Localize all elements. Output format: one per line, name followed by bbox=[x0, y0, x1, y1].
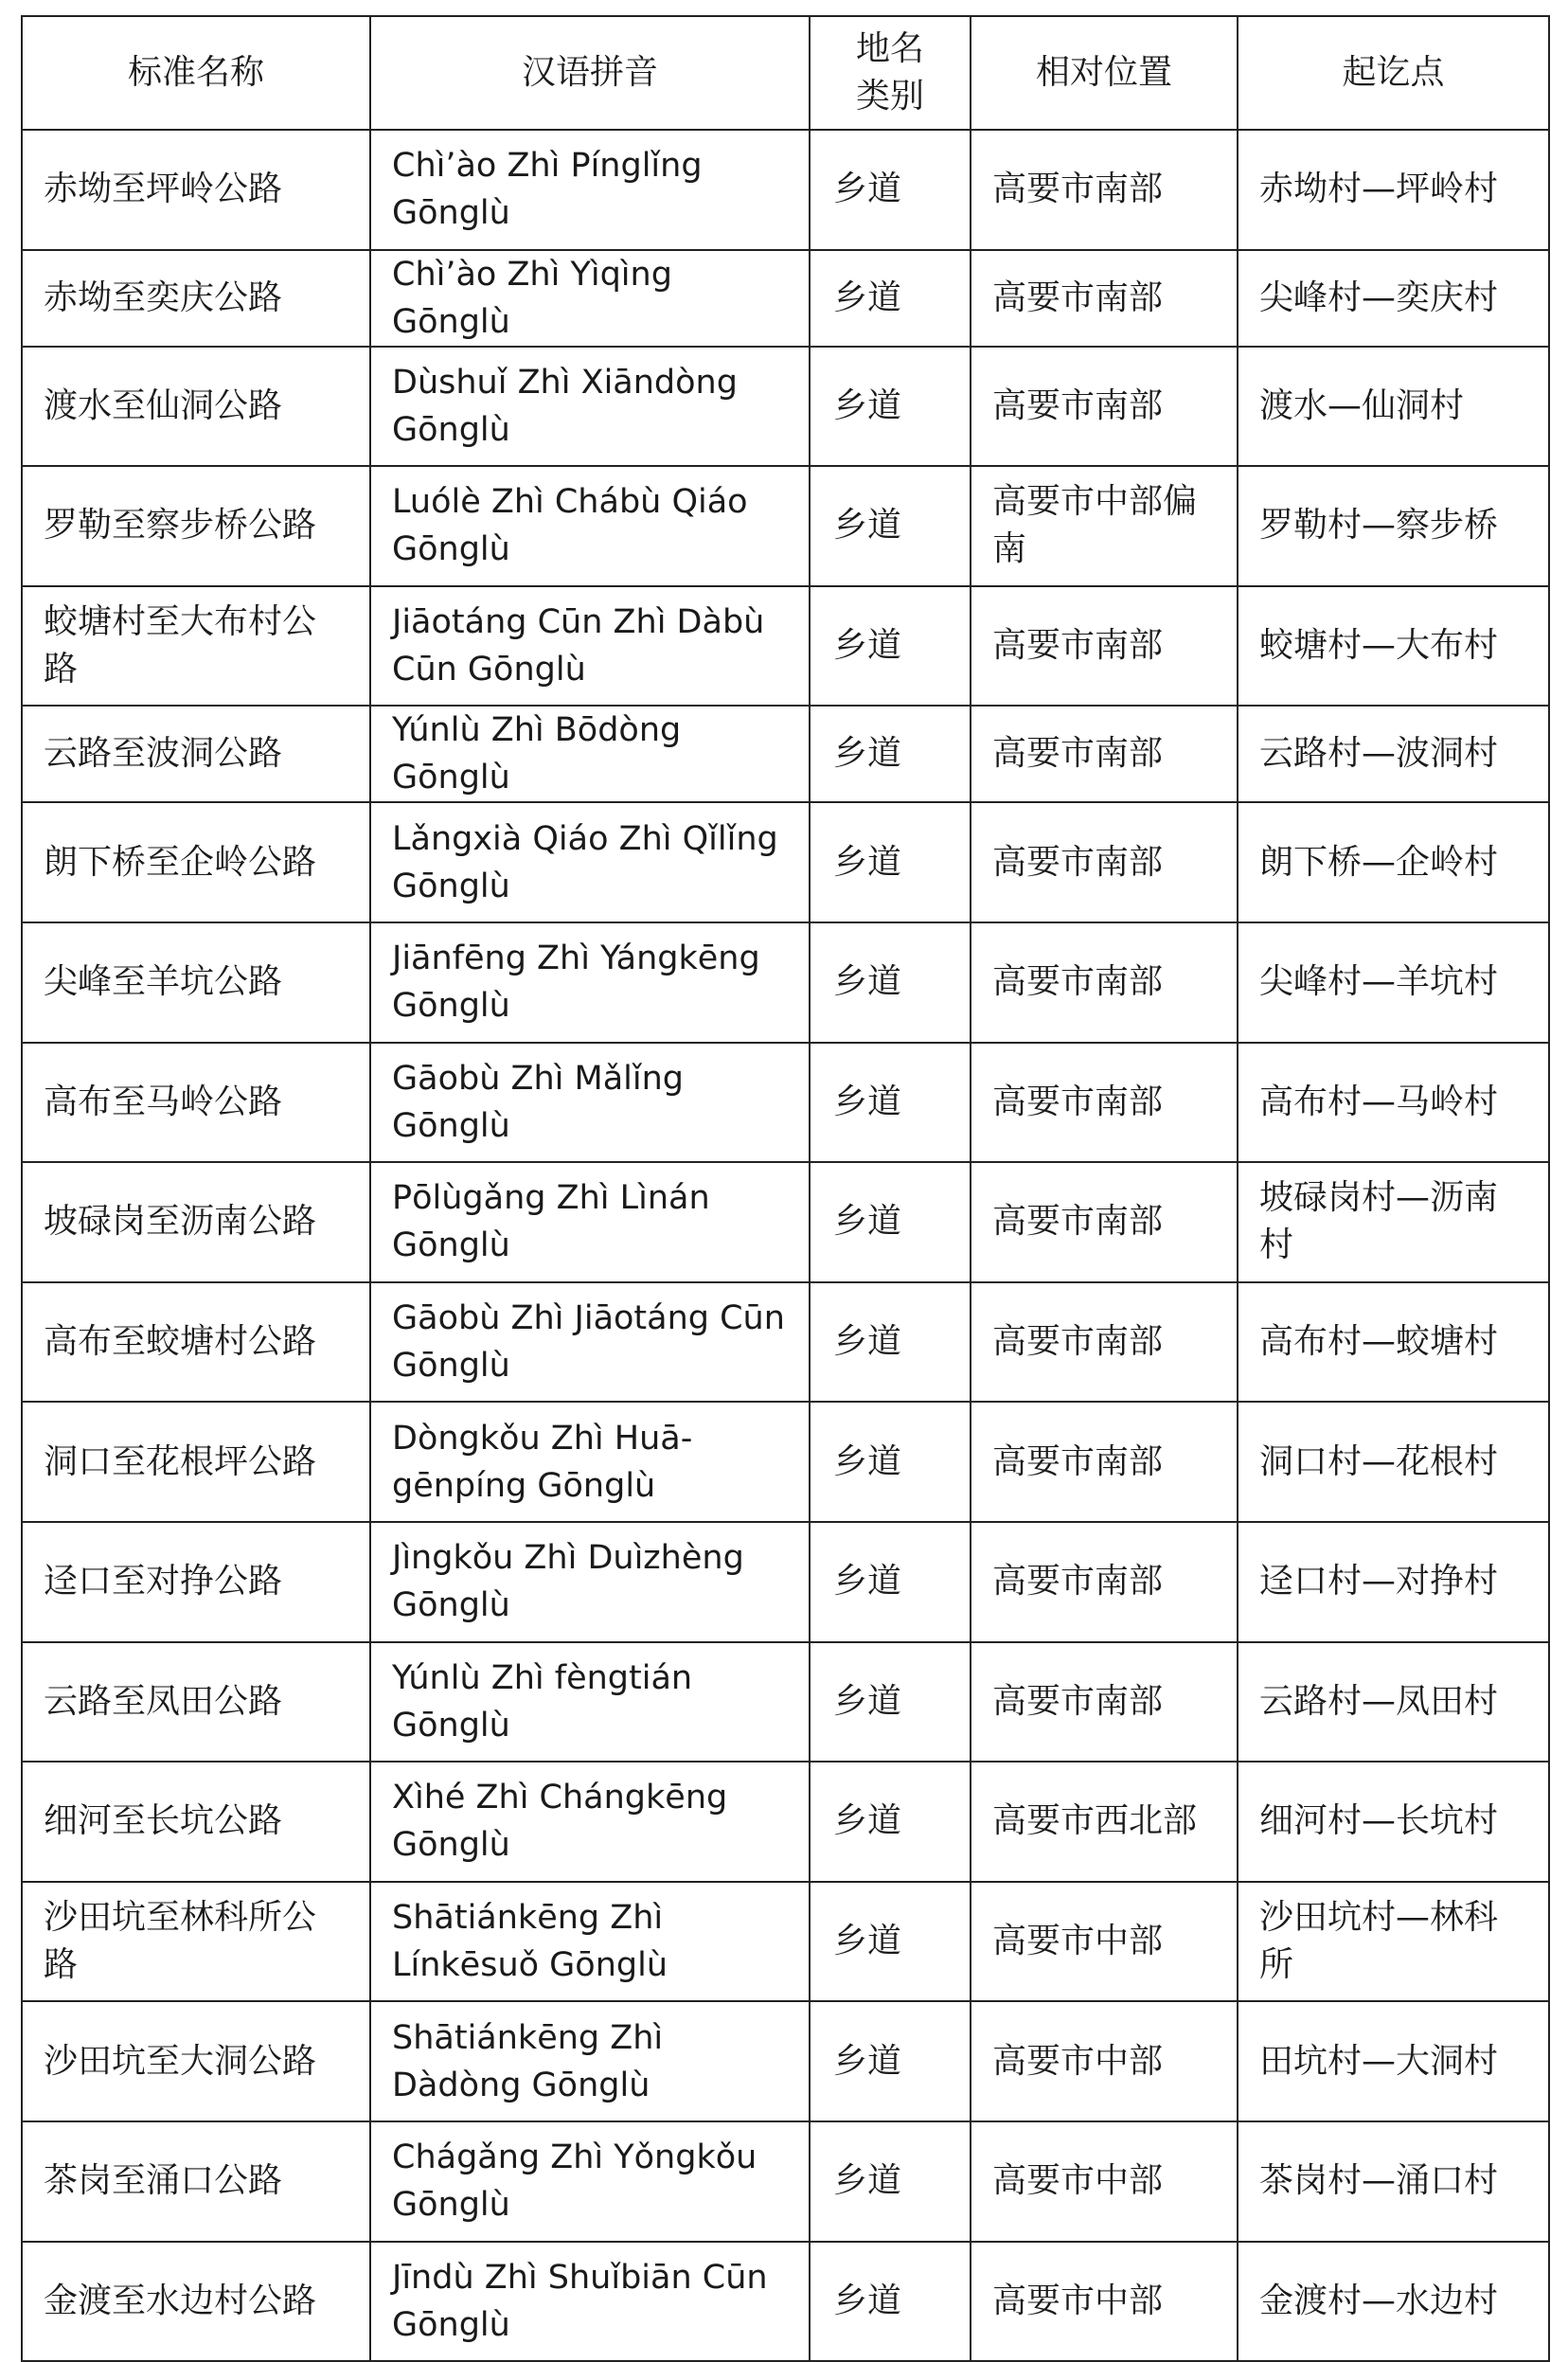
cell-position: 高要市南部 bbox=[971, 347, 1238, 467]
cell-position: 高要市南部 bbox=[971, 1642, 1238, 1763]
cell-standard-name: 沙田坑至林科所公路 bbox=[22, 1882, 370, 2002]
table-row bbox=[22, 1522, 1549, 1642]
table-row bbox=[22, 922, 1549, 1043]
cell-category: 乡道 bbox=[810, 1282, 971, 1403]
cell-pinyin: Jīndù Zhì Shuǐbiān Cūn Gōnglù bbox=[370, 2242, 810, 2362]
cell-standard-name: 细河至长坑公路 bbox=[22, 1762, 370, 1882]
cell-pinyin: Pōlùgǎng Zhì Lìnán Gōnglù bbox=[370, 1162, 810, 1282]
header-pinyin: 汉语拼音 bbox=[370, 16, 810, 130]
cell-pinyin: Dùshuǐ Zhì Xiāndòng Gōnglù bbox=[370, 347, 810, 467]
cell-endpoints: 朗下桥—企岭村 bbox=[1238, 802, 1549, 922]
cell-endpoints: 尖峰村—羊坑村 bbox=[1238, 922, 1549, 1043]
cell-standard-name: 云路至波洞公路 bbox=[22, 706, 370, 802]
cell-standard-name: 尖峰至羊坑公路 bbox=[22, 922, 370, 1043]
cell-position: 高要市南部 bbox=[971, 922, 1238, 1043]
cell-category: 乡道 bbox=[810, 2242, 971, 2362]
cell-pinyin: Chágǎng Zhì Yǒngkǒu Gōnglù bbox=[370, 2121, 810, 2242]
cell-endpoints: 细河村—长坑村 bbox=[1238, 1762, 1549, 1882]
cell-standard-name: 高布至蛟塘村公路 bbox=[22, 1282, 370, 1403]
cell-pinyin: Gāobù Zhì Mǎlǐng Gōnglù bbox=[370, 1043, 810, 1163]
cell-category: 乡道 bbox=[810, 706, 971, 802]
cell-category: 乡道 bbox=[810, 1043, 971, 1163]
cell-standard-name: 迳口至对挣公路 bbox=[22, 1522, 370, 1642]
cell-pinyin: Yúnlù Zhì Bōdòng Gōnglù bbox=[370, 706, 810, 802]
table-body bbox=[22, 130, 1549, 2361]
cell-pinyin: Chì’ào Zhì Pínglǐng Gōnglù bbox=[370, 130, 810, 250]
header-category: 地名类别 bbox=[810, 16, 971, 130]
table-row bbox=[22, 1043, 1549, 1163]
cell-category: 乡道 bbox=[810, 922, 971, 1043]
table-row bbox=[22, 706, 1549, 802]
cell-endpoints: 赤坳村—坪岭村 bbox=[1238, 130, 1549, 250]
cell-category: 乡道 bbox=[810, 2121, 971, 2242]
header-position: 相对位置 bbox=[971, 16, 1238, 130]
cell-endpoints: 尖峰村—奕庆村 bbox=[1238, 250, 1549, 347]
cell-standard-name: 罗勒至察步桥公路 bbox=[22, 466, 370, 586]
table-row bbox=[22, 1282, 1549, 1403]
cell-position: 高要市中部 bbox=[971, 2121, 1238, 2242]
cell-pinyin: Jiānfēng Zhì Yángkēng Gōnglù bbox=[370, 922, 810, 1043]
table-header bbox=[22, 16, 1549, 130]
cell-endpoints: 高布村—蛟塘村 bbox=[1238, 1282, 1549, 1403]
cell-standard-name: 朗下桥至企岭公路 bbox=[22, 802, 370, 922]
table-row bbox=[22, 1882, 1549, 2002]
table-row bbox=[22, 802, 1549, 922]
cell-standard-name: 金渡至水边村公路 bbox=[22, 2242, 370, 2362]
cell-position: 高要市中部 bbox=[971, 2001, 1238, 2121]
cell-position: 高要市南部 bbox=[971, 802, 1238, 922]
cell-category: 乡道 bbox=[810, 1402, 971, 1522]
cell-category: 乡道 bbox=[810, 586, 971, 707]
cell-pinyin: Gāobù Zhì Jiāotáng Cūn Gōnglù bbox=[370, 1282, 810, 1403]
cell-pinyin: Shātiánkēng Zhì Dàdòng Gōnglù bbox=[370, 2001, 810, 2121]
cell-pinyin: Luólè Zhì Chábù Qiáo Gōnglù bbox=[370, 466, 810, 586]
cell-position: 高要市南部 bbox=[971, 1522, 1238, 1642]
cell-standard-name: 洞口至花根坪公路 bbox=[22, 1402, 370, 1522]
cell-endpoints: 洞口村—花根村 bbox=[1238, 1402, 1549, 1522]
cell-position: 高要市中部偏南 bbox=[971, 466, 1238, 586]
cell-position: 高要市西北部 bbox=[971, 1762, 1238, 1882]
table-row bbox=[22, 466, 1549, 586]
cell-endpoints: 云路村—波洞村 bbox=[1238, 706, 1549, 802]
cell-pinyin: Jìngkǒu Zhì Duìzhèng Gōnglù bbox=[370, 1522, 810, 1642]
cell-pinyin: Lǎngxià Qiáo Zhì Qǐlǐng Gōnglù bbox=[370, 802, 810, 922]
table-row bbox=[22, 130, 1549, 250]
table-row bbox=[22, 1642, 1549, 1763]
cell-category: 乡道 bbox=[810, 466, 971, 586]
cell-standard-name: 渡水至仙洞公路 bbox=[22, 347, 370, 467]
cell-standard-name: 高布至马岭公路 bbox=[22, 1043, 370, 1163]
cell-pinyin: Xìhé Zhì Chángkēng Gōnglù bbox=[370, 1762, 810, 1882]
table-row bbox=[22, 1162, 1549, 1282]
header-endpoints: 起讫点 bbox=[1238, 16, 1549, 130]
cell-endpoints: 沙田坑村—林科所 bbox=[1238, 1882, 1549, 2002]
table-row bbox=[22, 250, 1549, 347]
table-row bbox=[22, 1402, 1549, 1522]
table-row bbox=[22, 2121, 1549, 2242]
cell-endpoints: 田坑村—大洞村 bbox=[1238, 2001, 1549, 2121]
cell-pinyin: Yúnlù Zhì fèngtián Gōnglù bbox=[370, 1642, 810, 1763]
cell-category: 乡道 bbox=[810, 347, 971, 467]
cell-endpoints: 高布村—马岭村 bbox=[1238, 1043, 1549, 1163]
cell-category: 乡道 bbox=[810, 2001, 971, 2121]
cell-pinyin: Dòngkǒu Zhì Huā-gēnpíng Gōnglù bbox=[370, 1402, 810, 1522]
cell-standard-name: 蛟塘村至大布村公路 bbox=[22, 586, 370, 707]
table-row bbox=[22, 586, 1549, 707]
cell-standard-name: 云路至凤田公路 bbox=[22, 1642, 370, 1763]
cell-endpoints: 云路村—凤田村 bbox=[1238, 1642, 1549, 1763]
cell-standard-name: 赤坳至奕庆公路 bbox=[22, 250, 370, 347]
cell-category: 乡道 bbox=[810, 250, 971, 347]
cell-category: 乡道 bbox=[810, 1882, 971, 2002]
table-row bbox=[22, 1762, 1549, 1882]
cell-standard-name: 赤坳至坪岭公路 bbox=[22, 130, 370, 250]
cell-position: 高要市南部 bbox=[971, 1162, 1238, 1282]
table-row bbox=[22, 2001, 1549, 2121]
cell-category: 乡道 bbox=[810, 802, 971, 922]
cell-category: 乡道 bbox=[810, 1642, 971, 1763]
cell-endpoints: 迳口村—对挣村 bbox=[1238, 1522, 1549, 1642]
cell-category: 乡道 bbox=[810, 1162, 971, 1282]
cell-position: 高要市南部 bbox=[971, 1282, 1238, 1403]
cell-position: 高要市南部 bbox=[971, 706, 1238, 802]
cell-pinyin: Jiāotáng Cūn Zhì Dàbù Cūn Gōnglù bbox=[370, 586, 810, 707]
cell-endpoints: 渡水—仙洞村 bbox=[1238, 347, 1549, 467]
cell-category: 乡道 bbox=[810, 1522, 971, 1642]
cell-category: 乡道 bbox=[810, 130, 971, 250]
cell-position: 高要市南部 bbox=[971, 130, 1238, 250]
cell-endpoints: 蛟塘村—大布村 bbox=[1238, 586, 1549, 707]
cell-position: 高要市中部 bbox=[971, 2242, 1238, 2362]
cell-position: 高要市南部 bbox=[971, 1043, 1238, 1163]
header-standard-name: 标准名称 bbox=[22, 16, 370, 130]
cell-endpoints: 茶岗村—涌口村 bbox=[1238, 2121, 1549, 2242]
cell-pinyin: Chì’ào Zhì Yìqìng Gōnglù bbox=[370, 250, 810, 347]
cell-position: 高要市南部 bbox=[971, 586, 1238, 707]
cell-standard-name: 沙田坑至大洞公路 bbox=[22, 2001, 370, 2121]
cell-category: 乡道 bbox=[810, 1762, 971, 1882]
table-row bbox=[22, 2242, 1549, 2362]
cell-endpoints: 坡碌岗村—沥南村 bbox=[1238, 1162, 1549, 1282]
cell-standard-name: 茶岗至涌口公路 bbox=[22, 2121, 370, 2242]
cell-standard-name: 坡碌岗至沥南公路 bbox=[22, 1162, 370, 1282]
cell-pinyin: Shātiánkēng Zhì Línkēsuǒ Gōnglù bbox=[370, 1882, 810, 2002]
header-row bbox=[22, 16, 1549, 130]
table-row bbox=[22, 347, 1549, 467]
cell-endpoints: 金渡村—水边村 bbox=[1238, 2242, 1549, 2362]
place-name-table bbox=[21, 15, 1550, 2362]
cell-endpoints: 罗勒村—察步桥 bbox=[1238, 466, 1549, 586]
cell-position: 高要市中部 bbox=[971, 1882, 1238, 2002]
cell-position: 高要市南部 bbox=[971, 1402, 1238, 1522]
cell-position: 高要市南部 bbox=[971, 250, 1238, 347]
